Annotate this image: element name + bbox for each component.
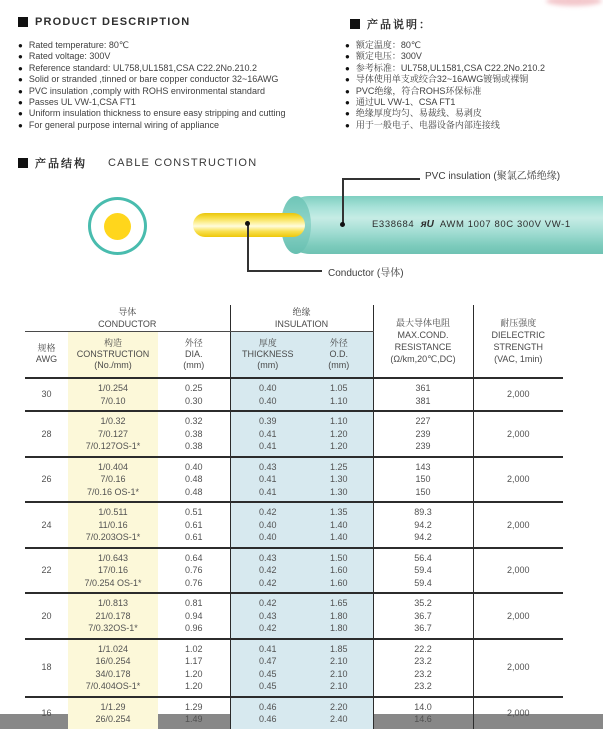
bullet-item: [345, 97, 601, 108]
cell-resistance: 14.0 14.6: [373, 697, 473, 729]
cell-thickness: 0.41 0.47 0.45 0.45: [230, 639, 305, 697]
ul-file-number: E338684: [372, 219, 415, 230]
bullet-item: [18, 40, 338, 51]
spec-table: [25, 305, 563, 729]
bullet-text: 用于一般电子、电器设备内部连接线: [355, 119, 500, 130]
bullet-item: [18, 108, 338, 119]
bullet-text: PVC绝缘，符合ROHS环保标准: [355, 85, 482, 96]
bullet-text: 导体使用单支或绞合32~16AWG镀锡或裸铜: [355, 74, 529, 85]
bullet-icon: ●: [18, 98, 23, 108]
cell-resistance: 89.3 94.2 94.2: [373, 502, 473, 548]
bullet-icon: ●: [345, 98, 350, 108]
cell-awg: 28: [25, 411, 68, 457]
cell-awg: 20: [25, 593, 68, 639]
bullet-icon: ●: [345, 41, 350, 50]
bullet-item: [18, 51, 338, 62]
cell-awg: 18: [25, 639, 68, 697]
bullet-list-en: [18, 40, 338, 131]
bullet-item: [345, 108, 601, 119]
cell-dielectric: 2,000: [473, 378, 563, 411]
bullet-item: [18, 63, 338, 74]
cell-od: 1.25 1.30 1.30: [305, 457, 373, 503]
cable-print-text: [372, 219, 571, 230]
cell-awg: 24: [25, 502, 68, 548]
corner-logo-fragment: [546, 0, 602, 6]
cell-awg: 16: [41, 707, 52, 718]
bullet-item: [18, 97, 338, 108]
cell-dia: 0.25 0.30: [158, 378, 230, 411]
table-row: [25, 548, 563, 594]
cell-thickness: 0.43 0.42 0.42: [230, 548, 305, 594]
spec-table-body: [25, 378, 563, 729]
cell-awg: 30: [25, 378, 68, 411]
bullet-icon: ●: [18, 86, 23, 96]
callout-line: [342, 178, 344, 224]
product-description-heading: [18, 16, 190, 28]
cell-resistance: 22.2 23.2 23.2 23.2: [373, 639, 473, 697]
cell-od: 1.85 2.10 2.10 2.10: [305, 639, 373, 697]
cable-construction-title-cn: 产品结构: [35, 158, 87, 170]
cell-construction: 1/1.024 16/0.254 34/0.178 7/0.404OS-1*: [68, 639, 158, 697]
cell-od: 2.20 2.40: [305, 697, 373, 729]
bullet-icon: ●: [345, 52, 350, 62]
pvc-insulation-label: PVC insulation (聚氯乙烯绝缘): [425, 171, 561, 182]
bullet-icon: ●: [345, 109, 350, 119]
cell-dielectric: 2,000: [473, 411, 563, 457]
bullet-icon: ●: [18, 41, 23, 50]
cell-dielectric: 2,000: [473, 457, 563, 503]
header-dielectric-strength: 耐压强度 DIELECTRIC STRENGTH (VAC, 1min): [473, 305, 563, 378]
cell-construction: 1/1.29 26/0.254: [68, 697, 158, 729]
product-description-title: PRODUCT DESCRIPTION: [35, 16, 191, 28]
bullet-item: [345, 51, 601, 62]
cell-dia: 0.64 0.76 0.76: [158, 548, 230, 594]
table-row: [25, 697, 563, 729]
bullet-text: Rated temperature: 80℃: [28, 40, 130, 50]
bullet-icon: ●: [18, 52, 23, 62]
cell-construction: 1/0.32 7/0.127 7/0.127OS-1*: [68, 411, 158, 457]
callout-line: [247, 224, 249, 271]
square-bullet-icon: [350, 19, 360, 29]
bullet-item: [18, 86, 338, 97]
table-row: [25, 378, 563, 411]
cell-construction: 1/0.404 7/0.16 7/0.16 OS-1*: [68, 457, 158, 503]
bullet-text: Solid or stranded ,tinned or bare copper conductor 32~16AWG: [28, 74, 279, 85]
cell-construction: 1/0.254 7/0.10: [68, 378, 158, 411]
product-description-heading-cn: [350, 16, 432, 32]
header-dia: 外径 DIA. (mm): [158, 331, 230, 378]
cable-rating-text: AWM 1007 80C 300V VW-1: [439, 219, 571, 230]
cell-dielectric: 2,000: [473, 502, 563, 548]
table-row: [25, 639, 563, 697]
cable-construction-title-en: CABLE CONSTRUCTION: [108, 157, 258, 169]
bullet-text: Passes UL VW-1,CSA FT1: [28, 97, 136, 108]
cell-awg: 22: [25, 548, 68, 594]
bullet-text: Uniform insulation thickness to ensure easy stripping and cutting: [28, 108, 286, 119]
bullet-item: [345, 74, 601, 85]
cell-thickness: 0.40 0.40: [230, 378, 305, 411]
cell-resistance: 361 381: [373, 378, 473, 411]
cell-dielectric: 2,000: [473, 548, 563, 594]
bullet-text: PVC insulation ,comply with ROHS environmental standard: [28, 85, 265, 96]
cell-thickness: 0.46 0.46: [230, 697, 305, 729]
cell-resistance: 35.2 36.7 36.7: [373, 593, 473, 639]
conductor-label: Conductor (导体): [328, 268, 404, 279]
bullet-icon: ●: [345, 63, 350, 73]
cell-dielectric: 2,000: [473, 639, 563, 697]
cable-cross-section-diagram: [88, 197, 147, 255]
cell-construction: 1/0.813 21/0.178 7/0.32OS-1*: [68, 593, 158, 639]
conductor-core-circle: [104, 213, 131, 240]
table-row: [25, 593, 563, 639]
cell-od: 1.50 1.60 1.60: [305, 548, 373, 594]
bullet-text: 额定温度：80℃: [355, 40, 421, 50]
bullet-icon: ●: [18, 120, 23, 130]
table-row: [25, 502, 563, 548]
bullet-text: For general purpose internal wiring of appliance: [28, 119, 219, 130]
bullet-text: 绝缘厚度均匀、易裁线、易剥皮: [355, 108, 482, 119]
callout-line: [247, 270, 322, 272]
cell-dia: 0.51 0.61 0.61: [158, 502, 230, 548]
header-od: 外径 O.D. (mm): [305, 331, 373, 378]
bullet-item: [345, 63, 601, 74]
bullet-icon: ●: [345, 86, 350, 96]
callout-line: [342, 178, 420, 180]
header-max-resistance: 最大导体电阻 MAX.COND. RESISTANCE (Ω/km,20℃,DC): [373, 305, 473, 378]
cell-od: 1.65 1.80 1.80: [305, 593, 373, 639]
cable-construction-heading: [18, 155, 257, 171]
cell-resistance: 56.4 59.4 59.4: [373, 548, 473, 594]
table-row: [25, 411, 563, 457]
cell-construction: 1/0.511 11/0.16 7/0.203OS-1*: [68, 502, 158, 548]
bullet-text: 通过UL VW-1、CSA FT1: [355, 97, 456, 108]
cell-dia: 0.40 0.48 0.48: [158, 457, 230, 503]
header-construction: 构造 CONSTRUCTION (No./mm): [68, 331, 158, 378]
bullet-item: [18, 120, 338, 131]
bullet-text: Rated voltage: 300V: [28, 51, 111, 62]
cell-dia: 1.29 1.49: [158, 697, 230, 729]
bullet-text: Reference standard: UL758,UL1581,CSA C22.2No.210.2: [28, 62, 257, 73]
bullet-item: [18, 74, 338, 85]
bullet-icon: ●: [18, 109, 23, 119]
cell-thickness: 0.42 0.43 0.42: [230, 593, 305, 639]
bullet-item: [345, 40, 601, 51]
product-description-title-cn: 产品说明：: [367, 19, 432, 31]
header-conductor-group: 导体 CONDUCTOR: [25, 305, 230, 331]
bullet-text: 额定电压：300V: [355, 51, 422, 62]
ul-recognized-icon: ᴙU: [420, 219, 434, 230]
bullet-list-cn: [345, 40, 601, 131]
cell-od: 1.05 1.10: [305, 378, 373, 411]
cell-construction: 1/0.643 17/0.16 7/0.254 OS-1*: [68, 548, 158, 594]
cell-od: 1.35 1.40 1.40: [305, 502, 373, 548]
bullet-item: [345, 120, 601, 131]
cell-dia: 1.02 1.17 1.20 1.20: [158, 639, 230, 697]
bullet-icon: ●: [18, 63, 23, 73]
bullet-icon: ●: [345, 120, 350, 130]
square-bullet-icon: [18, 158, 28, 168]
square-bullet-icon: [18, 17, 28, 27]
cell-resistance: 143 150 150: [373, 457, 473, 503]
cell-dielectric: 2,000: [473, 593, 563, 639]
cell-awg: 26: [25, 457, 68, 503]
table-row: [25, 457, 563, 503]
cell-thickness: 0.43 0.41 0.41: [230, 457, 305, 503]
cell-resistance: 227 239 239: [373, 411, 473, 457]
header-awg: 规格 AWG: [25, 331, 68, 378]
cell-thickness: 0.39 0.41 0.41: [230, 411, 305, 457]
cell-dielectric: 2,000: [507, 707, 530, 718]
cell-od: 1.10 1.20 1.20: [305, 411, 373, 457]
header-insulation-group: 绝缘 INSULATION: [230, 305, 373, 331]
header-thickness: 厚度 THICKNESS (mm): [230, 331, 305, 378]
cell-dia: 0.81 0.94 0.96: [158, 593, 230, 639]
bullet-icon: ●: [18, 75, 23, 85]
bullet-icon: ●: [345, 75, 350, 85]
callout-dot: [245, 221, 250, 226]
callout-dot: [340, 222, 345, 227]
bullet-item: [345, 86, 601, 97]
cell-dia: 0.32 0.38 0.38: [158, 411, 230, 457]
bullet-text: 参考标准：UL758,UL1581,CSA C22.2No.210.2: [355, 62, 545, 73]
cell-thickness: 0.42 0.40 0.40: [230, 502, 305, 548]
